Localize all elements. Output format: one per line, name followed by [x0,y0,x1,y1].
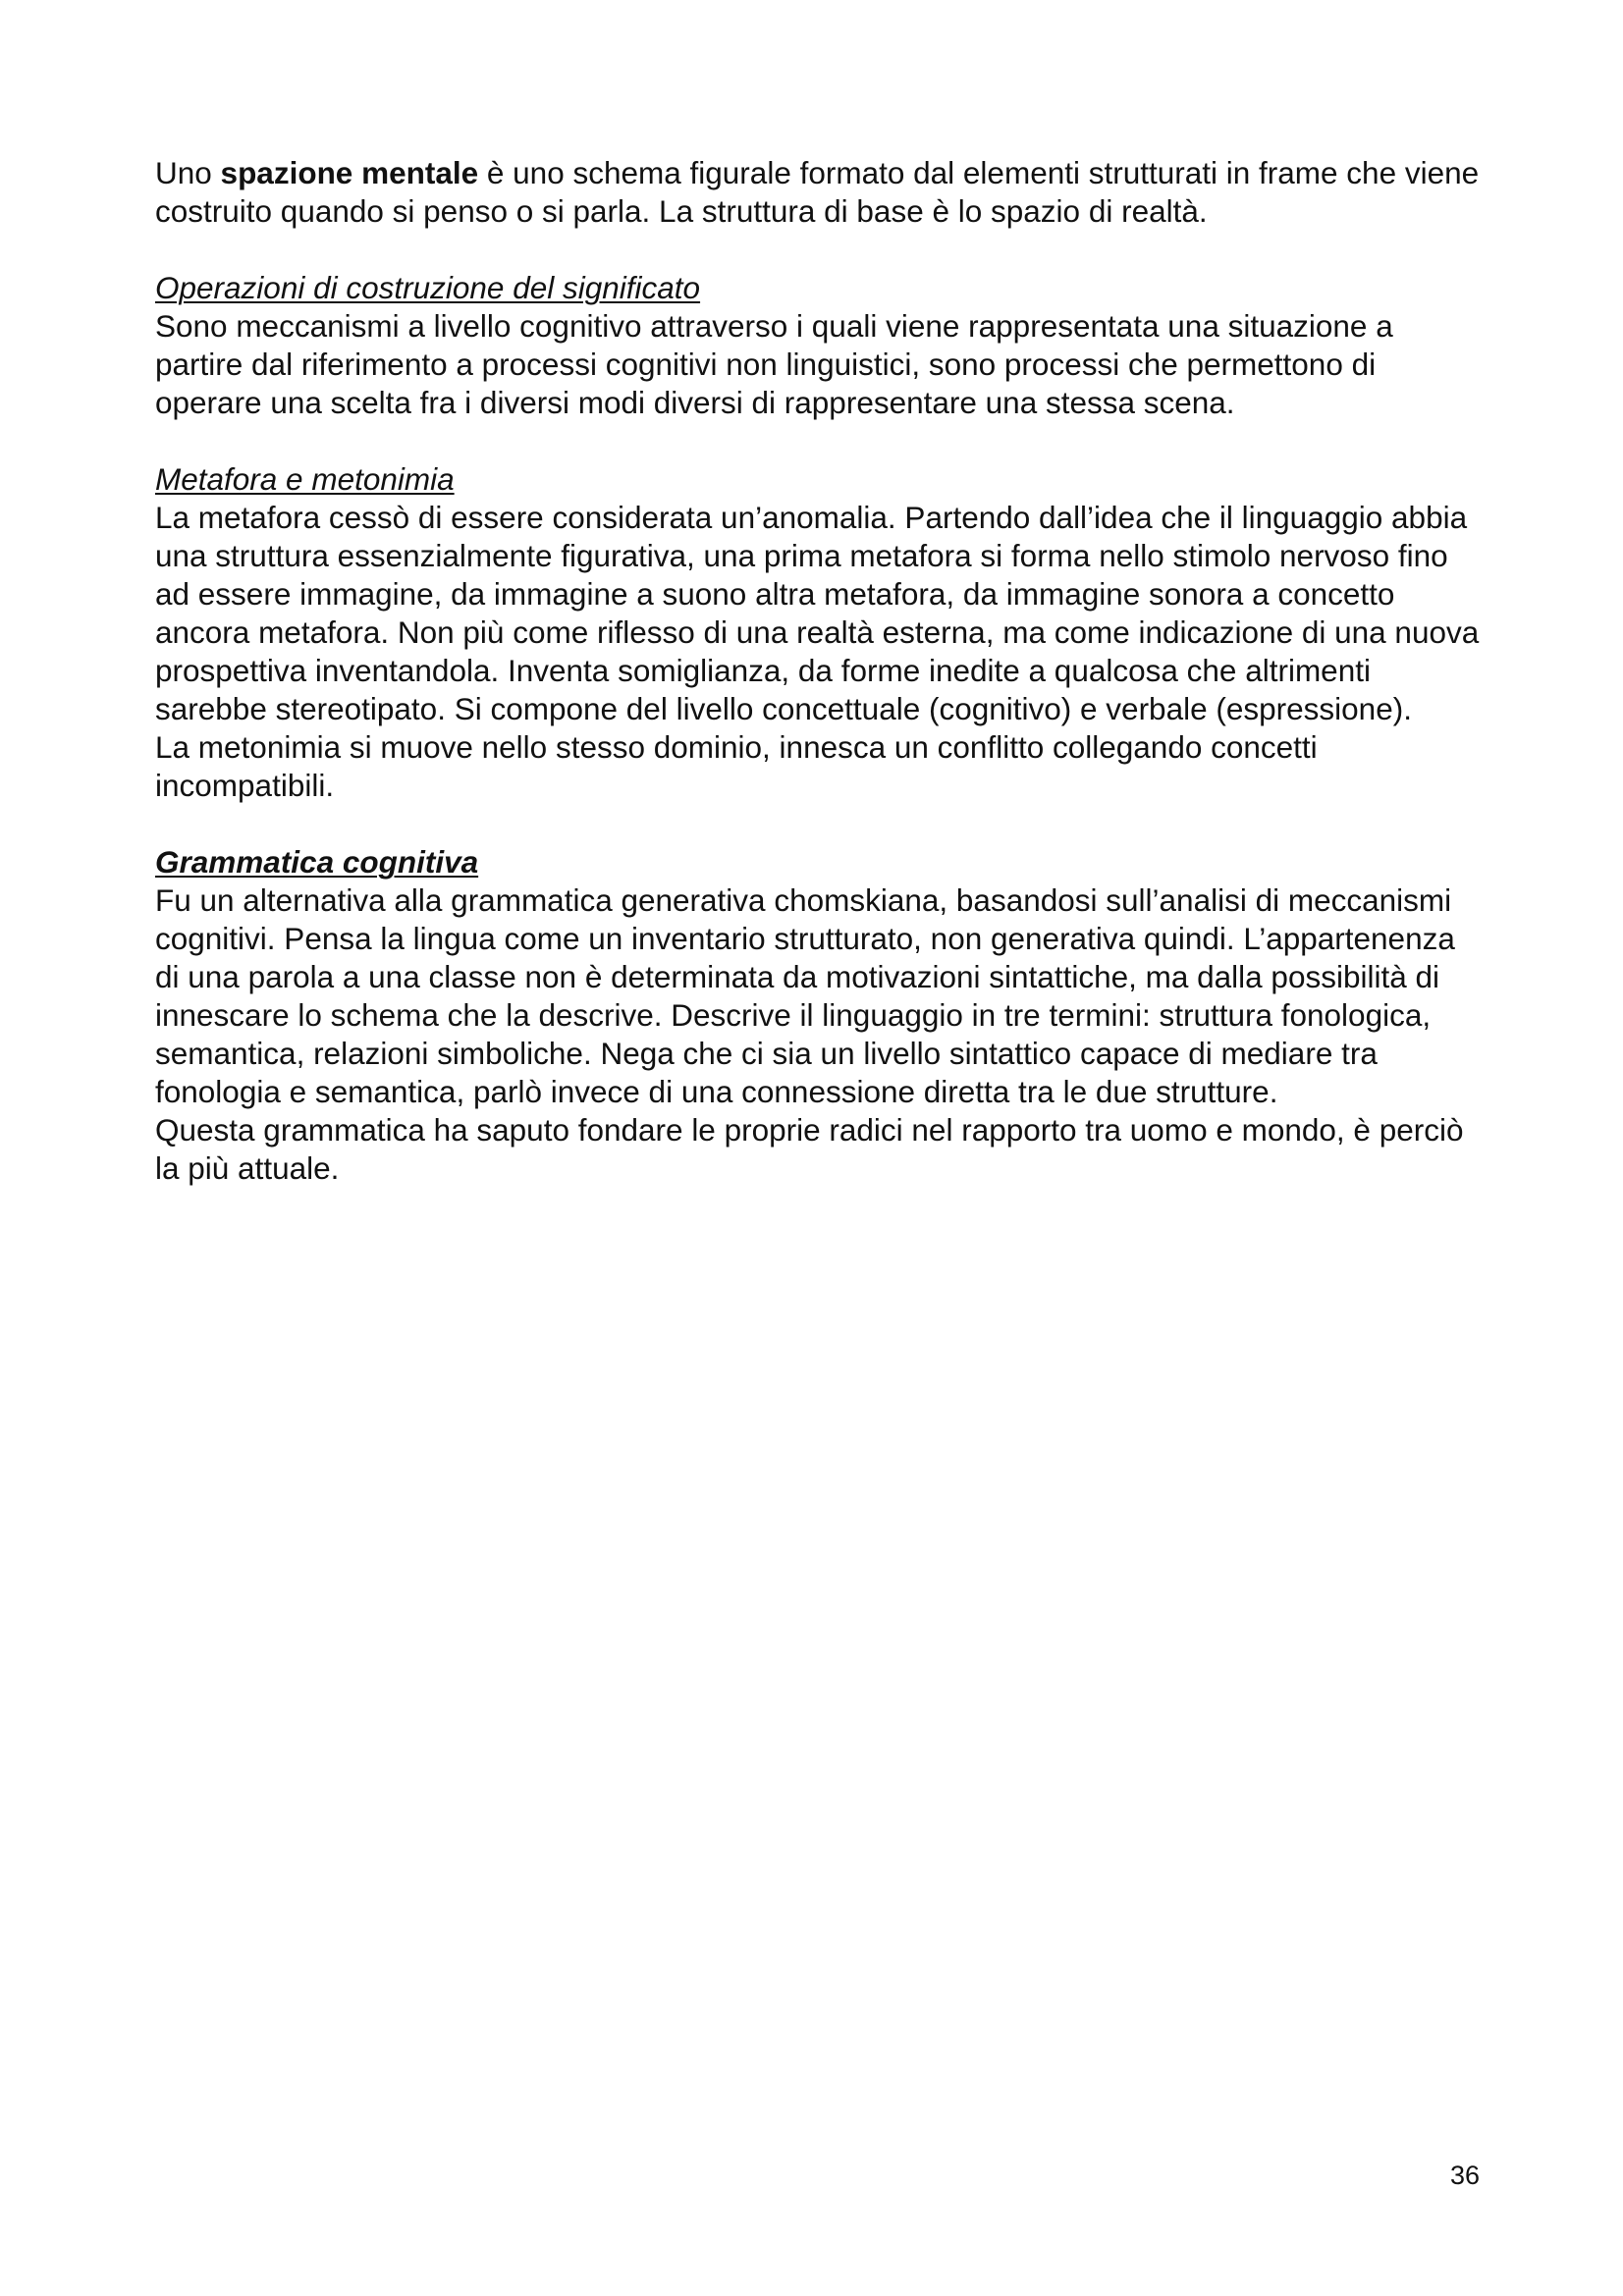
page-number: 36 [1449,2161,1480,2190]
section-body-metonimia: La metonimia si muove nello stesso dominio, innesca un conflitto collegando concetti incompatibili. [155,729,1318,803]
section-heading-grammatica [155,843,1481,881]
spacer [155,231,1481,269]
section-body-metafora: La metafora cessò di essere considerata un’anomalia. Partendo dall’idea che il linguaggio abbia una struttura essenzialmente figurativa, una prima metafora si forma nello stimolo nervoso fino ad essere immagine, da immagine a suono altra metafora, da immagine sonora a concetto ancora metafora. Non più come riflesso di una realtà esterna, ma come indicazione di una nuova prospettiva inventandola. Inventa somiglianza, da forme inedite a qualcosa che altrimenti sarebbe stereotipato. Si compone del livello concettuale (cognitivo) e verbale (espressione). [155,500,1480,726]
intro-paragraph [155,154,1481,231]
spacer [155,805,1481,843]
page-content [155,154,1481,1188]
section-body-operazioni: Sono meccanismi a livello cognitivo attraverso i quali viene rappresentata una situazione a partire dal riferimento a processi cognitivi non linguistici, sono processi che permettono di operare una scelta fra i diversi modi diversi di rappresentare una stessa scena. [155,308,1393,420]
section-body-grammatica: Fu un alternativa alla grammatica generativa chomskiana, basandosi sull’analisi di meccanismi cognitivi. Pensa la lingua come un inventario strutturato, non generativa quindi. L’appartenenza di una parola a una classe non è determinata da motivazioni sintattiche, ma dalla possibilità di innescare lo schema che la descrive. Descrive il linguaggio in tre termini: struttura fonologica, semantica, relazioni simboliche. Nega che ci sia un livello sintattico capace di mediare tra fonologia e semantica, parlò invece di una connessione diretta tra le due strutture. [155,882,1455,1109]
spacer [155,422,1481,460]
intro-rest: è uno schema figurale formato dal elementi strutturati in frame che viene costruito quando si penso o si parla. La struttura di base è lo spazio di realtà. [155,155,1480,229]
heading-grammatica-text: Grammatica cognitiva [155,844,479,880]
section-heading-metafora [155,460,1481,499]
term-spazione-mentale: spazione mentale [220,155,479,190]
intro-prefix: Uno [155,155,221,190]
heading-metafora-text: Metafora e metonimia [155,461,455,497]
section-body-grammatica-conclusion: Questa grammatica ha saputo fondare le proprie radici nel rapporto tra uomo e mondo, è perciò la più attuale. [155,1112,1464,1186]
heading-operazioni-text: Operazioni di costruzione del significato [155,270,701,305]
section-heading-operazioni [155,269,1481,307]
